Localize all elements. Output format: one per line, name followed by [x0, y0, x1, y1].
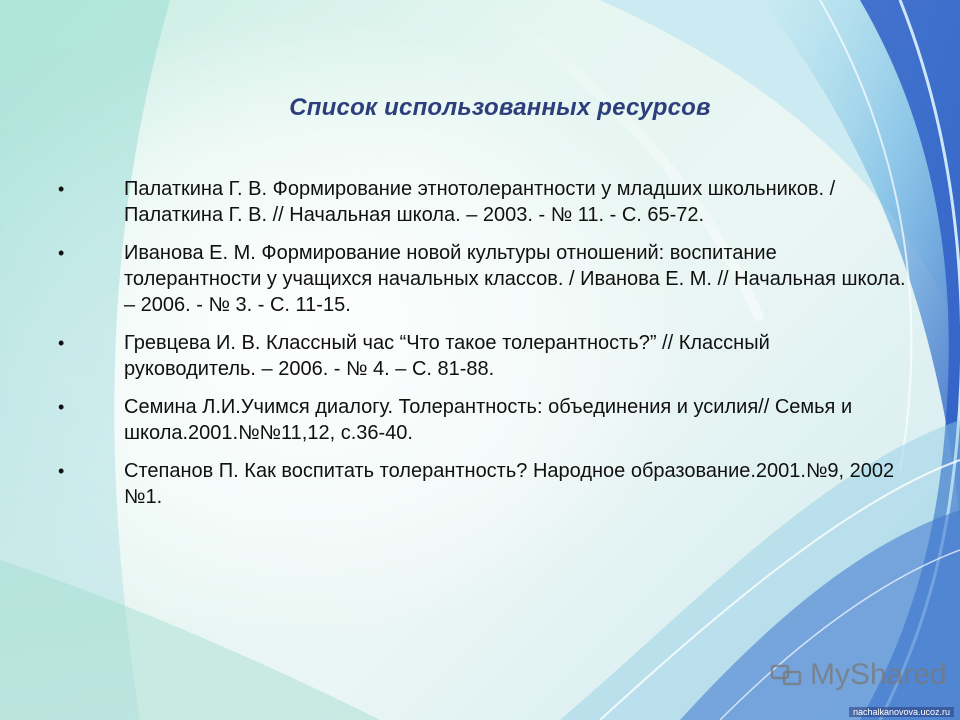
site-credit: nachalkanovova.ucoz.ru: [849, 707, 954, 717]
bullet: •: [58, 333, 65, 353]
bullet: •: [58, 397, 65, 417]
watermark-logo-text: MyShared: [810, 658, 947, 691]
list-item: [58, 176, 906, 228]
bullet: •: [58, 461, 65, 481]
slide-title: Список использованных ресурсов: [289, 94, 711, 121]
list-item: [58, 330, 906, 382]
list-item: [58, 458, 906, 510]
list-item: [58, 240, 906, 318]
reference-list: [58, 176, 906, 522]
bullet: •: [58, 179, 65, 199]
myshared-logo-icon: [770, 660, 806, 690]
bullet: •: [58, 243, 65, 263]
reference-text: Палаткина Г. В. Формирование этнотолерантности у младших школьников. / Палаткина Г. В. // Начальная школа. – 2003. - № 11. - С. 65-72.: [124, 178, 836, 226]
myshared-watermark: [770, 655, 947, 695]
reference-text: Степанов П. Как воспитать толерантность? Народное образование.2001.№9, 2002 №1.: [124, 460, 895, 508]
reference-text: Семина Л.И.Учимся диалогу. Толерантность: объединения и усилия// Семья и школа.2001.№№11,12, с.36-40.: [124, 396, 853, 444]
reference-text: Гревцева И. В. Классный час “Что такое толерантность?” // Классный руководитель. – 2006. - № 4. – С. 81-88.: [124, 332, 770, 380]
list-item: [58, 394, 906, 446]
reference-text: Иванова Е. М. Формирование новой культуры отношений: воспитание толерантности у учащихся начальных классов. / Иванова Е. М. // Начальная школа. – 2006. - № 3. - С. 11-15.: [124, 242, 906, 316]
